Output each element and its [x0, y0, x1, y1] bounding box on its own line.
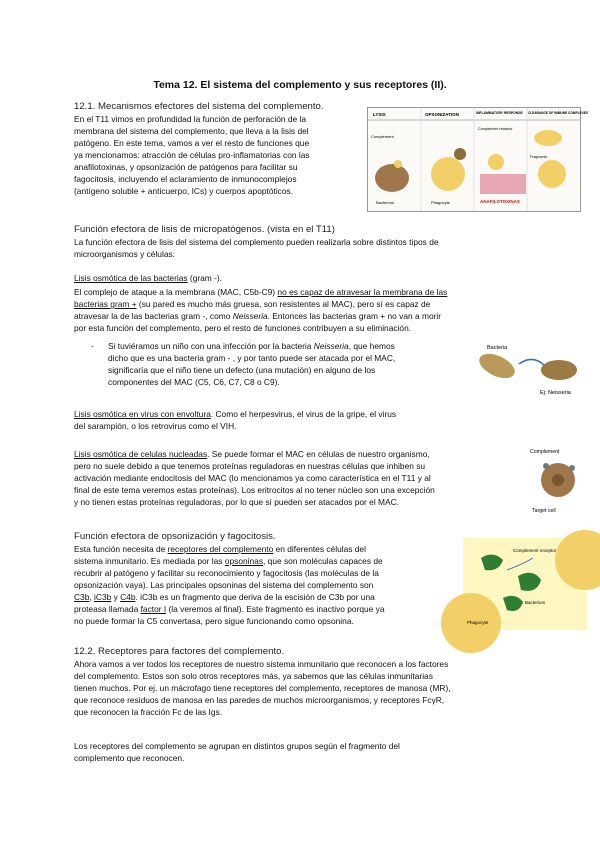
text-underlined: receptores del complemento: [167, 544, 274, 554]
bacteria-shape: [476, 349, 519, 383]
text-span: atravesar la de las bacterias gram -, como: [74, 311, 233, 321]
text-line: recubrir al patógeno y facilitar su reconocimiento y fagocitosis (las moléculas de la: [74, 568, 379, 578]
text-line: patógeno. En este tema, vamos a ver el resto de funciones que: [74, 138, 310, 148]
text-italic: Neisseria: [232, 311, 268, 321]
section-heading-12-2: 12.2. Receptores para factores del complemento.: [74, 646, 285, 657]
phagocyte-shape: [555, 530, 600, 590]
text-span: . Entonces las bacterias gram + no van a morir: [267, 311, 442, 321]
nucleus-shape: [552, 474, 564, 486]
text-span: (su pared es mucho más gruesa, son resistentes al MAC), pero sí es capaz de: [136, 299, 431, 309]
label-complement: Complement: [371, 134, 394, 139]
text-line: [74, 286, 586, 298]
opsonization-figure: [463, 538, 587, 630]
text-span: en diferentes células del: [273, 544, 366, 554]
label-anafilotoxinas: ANAFILOTOXINAS: [480, 199, 520, 204]
text-span: y: [111, 592, 121, 602]
bullet-marker: -: [91, 341, 94, 351]
text-line: no puede formar la C5 convertasa, pero sigue funcionando como opsonina.: [74, 616, 354, 626]
text-line: [74, 543, 459, 555]
opsonizacion-heading: Función efectora de opsonización y fagocitosis.: [74, 531, 276, 542]
label-phagocyte: Phagocyte: [431, 200, 450, 205]
text-underlined: Lisis osmótica en virus con envoltura: [74, 409, 211, 419]
opsonizacion-paragraph: [74, 543, 459, 627]
text-line: del sarampión, o los retrovirus como el VIH.: [74, 421, 237, 431]
text-line: que reconoce residuos de manosa en las paredes de muchos microorganismos, y receptores FcγR,: [74, 695, 445, 705]
text-line: [74, 310, 586, 322]
text-span: Esta función necesita de: [74, 544, 168, 554]
text-line: microorganismos y células:: [74, 249, 175, 259]
text-span: . iC3b es un fragmento que deriva de la escisión de C3b por una: [135, 592, 375, 602]
bacterium-shape: [375, 164, 409, 192]
text-underlined: factor I: [140, 604, 167, 614]
text-line: (antígeno soluble + anticuerpo, ICs) y cuerpos apoptóticos.: [74, 186, 294, 196]
text-line: [74, 408, 586, 420]
text-line: ya mencionamos: atracción de células pro-inflamatorias con las: [74, 150, 310, 160]
clearance-cell: [538, 160, 566, 188]
col-lysis: LYSIS: [373, 112, 386, 117]
bacterium-shape: [518, 573, 541, 591]
text-underlined: Lisis osmótica de celulas nucleadas: [74, 449, 208, 459]
immune-complex-cell: [534, 130, 562, 146]
bacterias-paragraph: [74, 286, 586, 334]
opsonized-bacterium: [454, 148, 466, 160]
text-underlined: C4b: [120, 592, 136, 602]
text-span: proteasa llamada: [74, 604, 141, 614]
opsonization-illustration: [463, 538, 587, 630]
bacterium-shape: [503, 596, 523, 611]
text-underlined: no es capaz de atravesar la membrana de las: [277, 287, 448, 297]
section-12-1-paragraph: [74, 113, 360, 197]
target-cell-illustration: [526, 446, 586, 518]
lisis-paragraph: [74, 236, 586, 260]
lisis-heading: Función efectora de lisis de micropatógenos. (vista en el T11): [74, 224, 335, 235]
text-line: complemento que reconocen.: [74, 753, 185, 763]
label-bacteria: Bacteria: [487, 345, 508, 351]
text-line: pero no suele debido a que tenemos proteínas reguladoras en nuestras células que inhiben su: [74, 461, 426, 471]
complement-functions-figure: [367, 107, 589, 212]
text-line: del complemento. Estos son solo otros receptores más, ya sabemos que las células inmunitarias: [74, 671, 433, 681]
text-line: final de este tema veremos estas proteínas). Los eritrocitos al no tener núcleo son una excepción: [74, 485, 435, 495]
text-line: La función efectora de lisis del sistema del complemento pueden realizarla sobre distintos tipos de: [74, 237, 439, 247]
text-underlined: bacterias gram +: [74, 299, 137, 309]
bacterias-sub-title: Lisis osmótica de las bacterias: [74, 273, 188, 283]
text-line: Ahora vamos a ver todos los receptores de nuestro sistema inmunitario que reconocen a los factores: [74, 659, 449, 669]
text-line: [74, 603, 459, 615]
col-inflammatory: INFLAMMATORY RESPONSE: [476, 111, 523, 115]
text-line: [74, 591, 459, 603]
complement-dot: [569, 465, 575, 471]
inflammatory-cell: [488, 154, 504, 170]
label-neisseria: Ej: Neisseria: [540, 390, 571, 396]
target-cell-figure: [526, 446, 586, 518]
text-span: ,: [89, 592, 95, 602]
bullet-item: [108, 340, 463, 388]
page-title: Tema 12. El sistema del complemento y sus receptores (II).: [153, 79, 447, 91]
text-underlined: iC3b: [94, 592, 112, 602]
text-span: Si tuviéramos un niño con una infección por la bacteria: [108, 341, 314, 351]
text-line: En el T11 vimos en profundidad la función de perforación de la: [74, 114, 307, 124]
label-receptor: Complement receptor: [513, 548, 557, 553]
text-italic: Neisseria: [313, 341, 349, 351]
section-12-2-paragraph-2: [74, 740, 586, 764]
text-line: [74, 555, 459, 567]
label-receptor: Complement receptor: [478, 127, 513, 131]
text-line: dicho que es una bacteria gram - , y por tanto puede ser atacada por el MAC,: [108, 353, 396, 363]
col-opsonization: OPSONIZATION: [425, 112, 459, 117]
text-line: por esta función del complemento, pero el resto de funciones contribuyen a su eliminación.: [74, 323, 412, 333]
text-line: [74, 448, 519, 460]
nucleadas-paragraph: [74, 448, 519, 508]
text-line: [108, 340, 463, 352]
text-span: (la veremos al final). Este fragmento es inactivo porque ya: [166, 604, 385, 614]
text-span: , que son moléculas capaces de: [263, 556, 383, 566]
text-line: opsonización vaya). Las principales opsoninas del sistema del complemento son: [74, 580, 374, 590]
text-line: y no tienen estas proteínas reguladoras, por lo que sí pueden ser atacados por el MAC.: [74, 497, 399, 507]
neisseria-shape: [541, 360, 577, 380]
complement-dot: [543, 463, 549, 469]
arrow-shape: [519, 359, 545, 366]
label-target-cell: Target cell: [532, 508, 556, 514]
text-span: , que hemos: [348, 341, 395, 351]
col-clearance: CLEARANCE OF IMMUNE COMPLEXES: [528, 111, 589, 115]
section-heading-12-1: 12.1. Mecanismos efectores del sistema del complemento.: [74, 101, 324, 112]
text-line: componentes del MAC (C5, C6, C7, C8 o C9).: [108, 377, 280, 387]
section-12-2-paragraph: [74, 658, 586, 718]
text-span: sistema inmunitario. Es mediada por las: [74, 556, 225, 566]
label-bacterium: Bacterium: [376, 200, 395, 205]
text-line: tienen muchos. Por ej. un mácrofago tiene receptores del complemento, receptores de manosa (MR),: [74, 683, 451, 693]
text-line: que reconocen la fracción Fc de las Igs.: [74, 707, 223, 717]
text-line: fagocitosis, incluyendo el aclaramiento de inmunocomplejos: [74, 174, 297, 184]
label-complement: Complement: [530, 449, 560, 455]
text-line: activación mediante endocitosis del MAC (lo mencionamos ya como característica en el T11 y al: [74, 473, 431, 483]
text-line: significaría que el niño tiene un defecto (una mutación) en alguno de los: [108, 365, 376, 375]
arrow-shape: [507, 558, 533, 570]
neisseria-figure: [473, 340, 585, 398]
text-line: membrana del sistema del complemento, que lleva a la lisis del: [74, 126, 309, 136]
text-underlined: C3b: [74, 592, 90, 602]
phagocyte-shape: [431, 157, 465, 191]
virus-paragraph: [74, 408, 586, 432]
label-phagocyte: Phagocyte: [467, 620, 489, 625]
complement-dot: [394, 160, 402, 168]
label-fragments: Fragments: [530, 155, 548, 159]
text-line: anafilotoxinas, y opsonización de patógenos para facilitar su: [74, 162, 298, 172]
text-span: . Se puede formar el MAC en células de nuestro organismo,: [207, 449, 430, 459]
label-bacterium: Bacterium: [525, 600, 546, 605]
text-underlined: opsoninas: [224, 556, 264, 566]
complement-functions-illustration: [368, 108, 589, 211]
neisseria-illustration: [473, 340, 585, 398]
text-span: El complejo de ataque a la membrana (MAC, C5b-C9): [74, 287, 278, 297]
bacterias-subheading: [74, 272, 222, 284]
inflammation-vessel: [480, 174, 526, 194]
bacterium-shape: [481, 554, 503, 570]
text-line: Los receptores del complemento se agrupan en distintos grupos según el fragmento del: [74, 741, 400, 751]
text-line: [74, 298, 586, 310]
text-span: . Como el herpesvirus, el virus de la gripe, el virus: [210, 409, 397, 419]
bacterias-sub-rest: (gram -).: [187, 273, 223, 283]
